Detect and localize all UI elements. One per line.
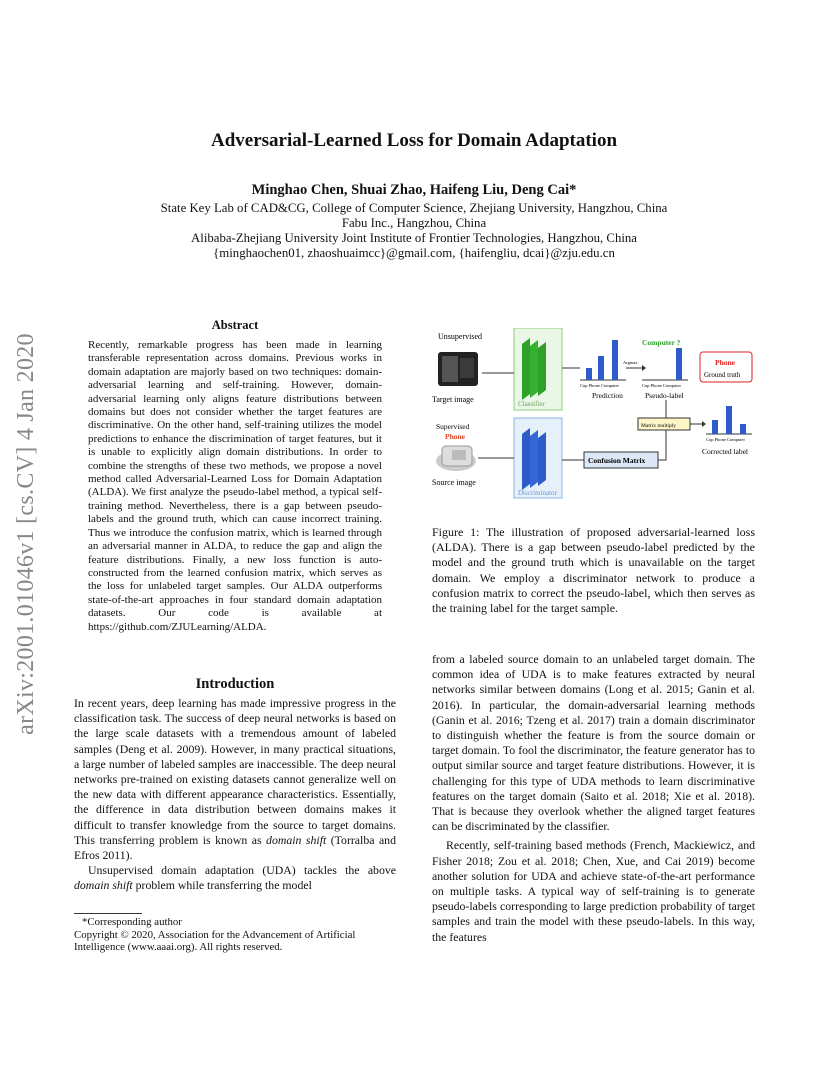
- discriminator-block: [514, 418, 562, 498]
- fig-source-image-label: Source image: [432, 478, 476, 487]
- author-emails: {minghaochen01, zhaoshuaimcc}@gmail.com, {haifengliu, dcai}@zju.edu.cn: [213, 246, 615, 260]
- fig-unsupervised-label: Unsupervised: [438, 332, 482, 341]
- abstract-text: Recently, remarkable progress has been made in learning transferable representation across domains. Previous works in domain adaptation are majorly based on two techniques: domain-adversarial learning and self-training. However, domain-adversarial learning only aligns feature distributions between domains but does not consider whether the target features are discriminative. On the other hand, self-training utilizes the model predictions to enhance the discrimination of target features, but it is unable to explicitly align domain distributions. In order to combine the strengths of these two methods, we propose a novel method called Adversarial-Learned Loss for Domain Adaptation (ALDA). We first analyze the pseudo-label method, a typical self-training method. Nevertheless, there is a gap between pseudo-labels and the ground truth, which can cause incorrect training. Thus we introduce the confusion matrix, which is learned through an adversarial manner in ALDA, to reduce the gap and align the feature distributions. Finally, a new loss function is auto-constructed from the learned confusion matrix, which serves as the loss for unlabeled target samples. Our ALDA outperforms state-of-the-art approaches in four standard domain adaptation datasets. Our code is available at https://github.com/ZJULearning/ALDA.: [88, 339, 382, 633]
- figure-1-caption: Figure 1: The illustration of proposed adversarial-learned loss (ALDA). There is a gap between pseudo-label predicted by the model and the ground truth which is unavailable on the target domain. We employ a discriminator network to produce a confusion matrix to correct the pseudo-label, which then serves as the training label for the target sample.: [432, 525, 755, 616]
- fig-confusion-matrix-label: Confusion Matrix: [588, 456, 646, 465]
- footnote-rule: [74, 913, 142, 914]
- affiliation-2: Fabu Inc., Hangzhou, China: [341, 216, 487, 230]
- affiliation-3: Alibaba-Zhejiang University Joint Institute of Frontier Technologies, Hangzhou, China: [191, 231, 637, 245]
- paper-title: Adversarial-Learned Loss for Domain Adaptation: [210, 130, 618, 151]
- fig-discriminator-label: Discriminator: [518, 489, 557, 497]
- footnote-corresponding: *Corresponding author: [82, 916, 182, 928]
- introduction-heading: Introduction: [195, 676, 275, 692]
- fig-corrected-label: Corrected label: [702, 447, 749, 456]
- classifier-block: [514, 328, 562, 410]
- right-paragraph-2: Recently, self-training based methods (French, Mackiewicz, and Fisher 2018; Zou et al. 2018; Chen, Xue, and Cai 2019) become another solution for UDA and achieve state-of-the-art performance on multiple tasks. A typical way of self-training is to generate pseudo-labels corresponding to large prediction probability of target samples and train the model with these pseudo-labels. In this way, the features: [432, 838, 755, 944]
- pseudo-label-bars: [642, 348, 688, 380]
- fig-matrix-multiply-label: Matrix multiply: [641, 423, 676, 429]
- figure-1-diagram: [430, 328, 760, 503]
- introduction-text: [74, 696, 396, 894]
- affiliation-1: State Key Lab of CAD&CG, College of Computer Science, Zhejiang University, Hangzhou, China: [160, 201, 668, 215]
- intro-paragraph-1: In recent years, deep learning has made impressive progress in the classification task. The success of deep neural networks is based on the large scale datasets with a tremendous amount of labeled samples (Deng et al. 2009). However, in many practical situations, a large number of labeled samples are inaccessible. The deep neural networks pre-trained on existing datasets cannot generalize well on the new data with different appearance characteristics. Essentially, the difference in data distribution between domains makes it difficult to transfer knowledge from the source to target domains. This transferring problem is known as domain shift (Torralba and Efros 2011).: [74, 696, 396, 863]
- footnote-copyright: Copyright © 2020, Association for the Advancement of Artificial Intelligence (www.aaai.org). All rights reserved.: [74, 928, 356, 954]
- right-column-text: [432, 652, 755, 945]
- corrected-label-class-labels: Cup Phone Computer: [706, 437, 746, 442]
- source-phone-image: [436, 446, 476, 471]
- fig-computer-question: Computer ?: [642, 338, 681, 347]
- prediction-class-labels: Cup Phone Computer: [580, 383, 620, 388]
- fig-classifier-label: Classifier: [518, 400, 545, 408]
- fig-pseudo-label-label: Pseudo-label: [645, 391, 684, 400]
- abstract-heading: Abstract: [211, 318, 259, 332]
- fig-argmax-label: Argmax: [623, 360, 638, 365]
- paper-authors: Minghao Chen, Shuai Zhao, Haifeng Liu, Deng Cai*: [251, 182, 577, 198]
- right-paragraph-1: from a labeled source domain to an unlabeled target domain. The common idea of UDA is to make features extracted by neural networks similar between domains (Long et al. 2015; Ganin et al. 2016). In particular, the domain-adversarial learning methods (Ganin et al. 2016; Tzeng et al. 2017) train a domain discriminator to distinguish whether the feature is from the source domain or target domain. To fool the discriminator, the feature generator has to output similar source and target feature distributions. However, it is challenging for this type of UDA methods to learn discriminative features on the target domain (Saito et al. 2018; Xie et al. 2018). That is because they overlook whether the aligned target features can be discriminated by the classifier.: [432, 652, 755, 834]
- fig-target-image-label: Target image: [432, 395, 474, 404]
- footnotes: [74, 913, 396, 954]
- fig-phone-label: Phone: [445, 432, 466, 441]
- fig-prediction-label: Prediction: [592, 391, 623, 400]
- fig-supervised-label: Supervised: [436, 422, 470, 431]
- prediction-bars: [580, 340, 626, 380]
- fig-ground-truth-label: Ground truth: [704, 371, 741, 379]
- arxiv-identifier: arXiv:2001.01046v1 [cs.CV] 4 Jan 2020: [13, 333, 39, 735]
- pseudo-label-class-labels: Cup Phone Computer: [642, 383, 682, 388]
- fig-phone-ground-truth: Phone: [715, 358, 736, 367]
- target-phone-image: [438, 352, 478, 386]
- corrected-label-bars: [706, 406, 752, 434]
- intro-paragraph-2: Unsupervised domain adaptation (UDA) tackles the above domain shift problem while transferring the model: [74, 863, 396, 893]
